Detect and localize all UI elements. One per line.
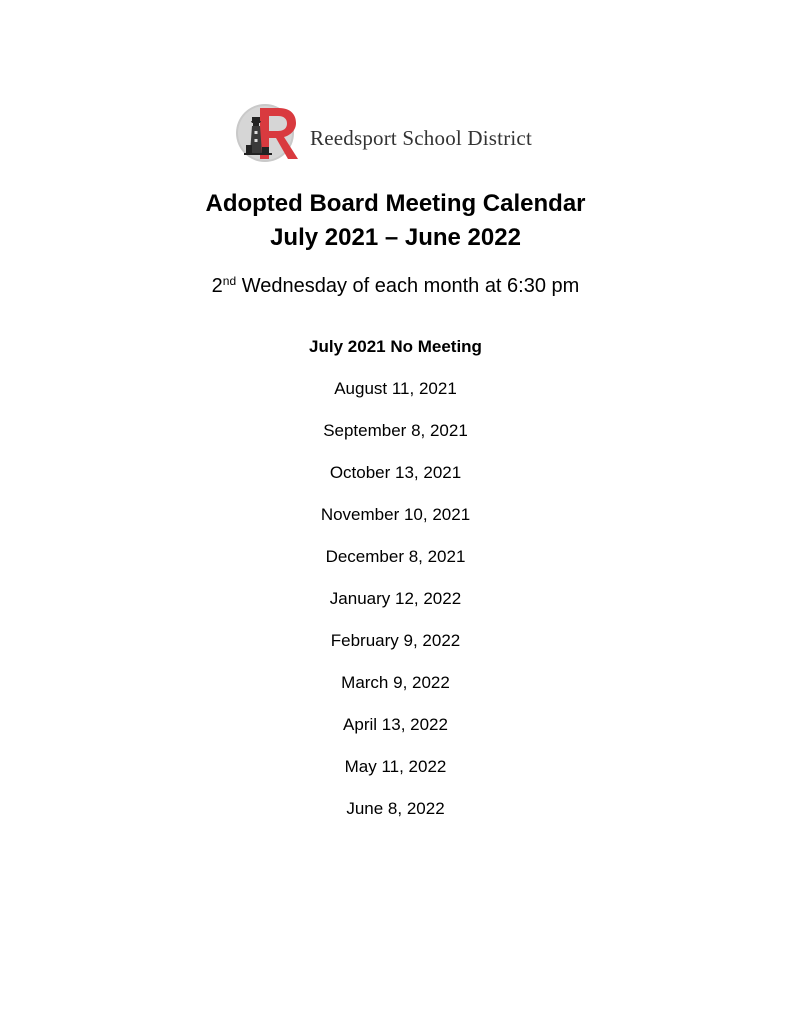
meeting-date-item: October 13, 2021 — [329, 463, 462, 482]
meeting-date-item: January 12, 2022 — [329, 589, 462, 608]
district-logo-icon — [236, 101, 302, 165]
meeting-date-item: March 9, 2022 — [341, 673, 450, 692]
schedule-text: Wednesday of each month at 6:30 pm — [236, 275, 580, 297]
meeting-date-item: May 11, 2022 — [344, 757, 447, 776]
meeting-date-item: August 11, 2021 — [334, 379, 457, 398]
meeting-date-item: April 13, 2022 — [343, 715, 448, 734]
meeting-schedule-note — [0, 272, 791, 300]
district-name: Reedsport School District — [310, 125, 532, 150]
schedule-ordinal: 2 — [211, 275, 223, 297]
meeting-date-item: September 8, 2021 — [323, 421, 468, 440]
schedule-ordinal-suffix: nd — [222, 274, 237, 288]
meeting-date-item: July 2021 No Meeting — [309, 337, 482, 356]
letterhead — [236, 101, 532, 165]
meeting-date-item: December 8, 2021 — [325, 547, 466, 566]
meeting-date-item: November 10, 2021 — [320, 505, 471, 524]
page-title: Adopted Board Meeting Calendar — [205, 190, 586, 217]
meeting-date-item: June 8, 2022 — [346, 799, 445, 818]
meeting-dates-list — [0, 334, 791, 838]
meeting-date-item: February 9, 2022 — [330, 631, 461, 650]
calendar-range: July 2021 – June 2022 — [270, 224, 521, 251]
